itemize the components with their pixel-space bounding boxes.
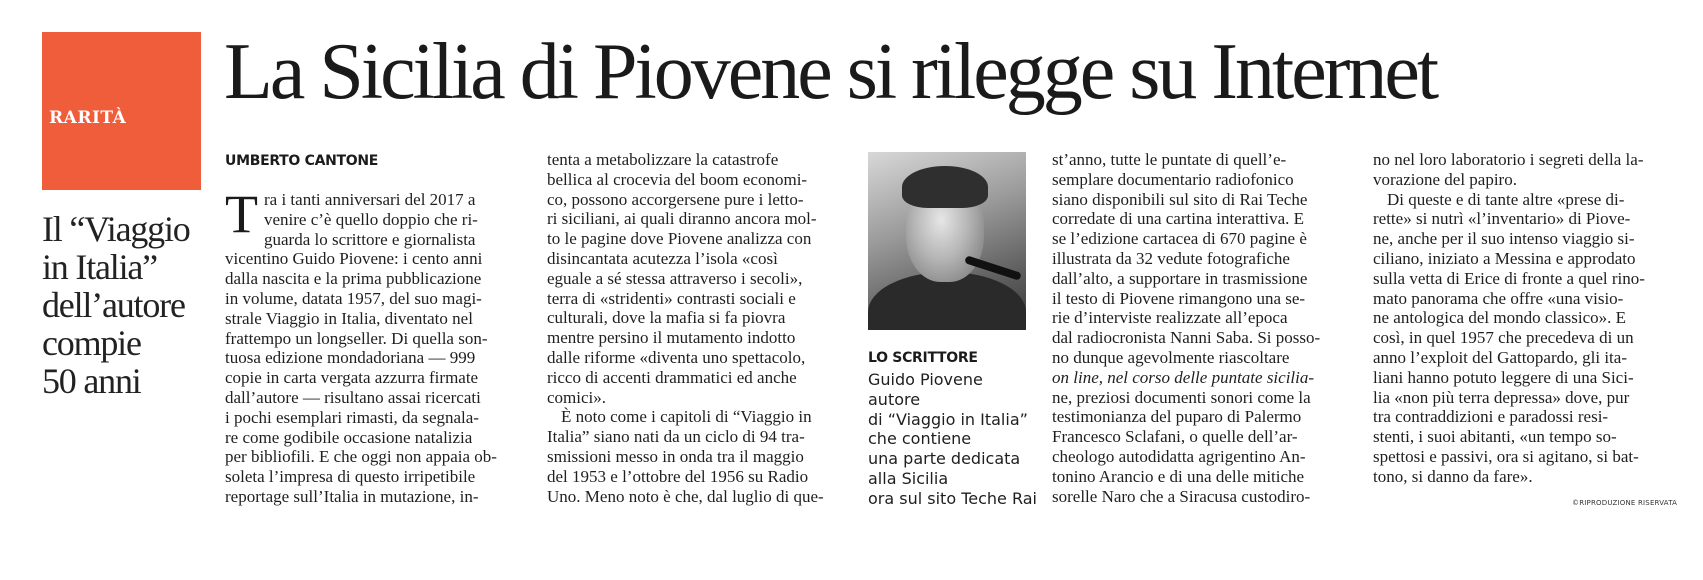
text-line: co, possono accorgersene pure i letto-: [547, 189, 804, 209]
subhead-line: in Italia”: [42, 247, 157, 287]
text-line: to le pagine dove Piovene analizza con: [547, 229, 812, 249]
text-line: guarda lo scrittore e giornalista: [264, 229, 476, 249]
text-line: bellica al crocevia del boom economi-: [547, 169, 808, 189]
text-line: soleta l’impresa di questo irripetibile: [225, 467, 476, 487]
copyright-notice: ©RIPRODUZIONE RISERVATA: [1572, 499, 1678, 507]
headline: La Sicilia di Piovene si rilegge su Internet: [224, 28, 1437, 116]
text-line: dalla nascita e la prima pubblicazione: [225, 269, 482, 289]
caption-line: di “Viaggio in Italia”: [868, 409, 1028, 429]
text-line: culturali, dove la mafia si fa piovra: [547, 308, 786, 328]
text-line: i pochi esemplari rimasti, da segnala-: [225, 407, 479, 427]
section-tag-label: RARITÀ: [49, 108, 127, 128]
photo-caption: [868, 370, 1037, 509]
subhead-line: dell’autore: [42, 285, 185, 325]
text-line: ricco di accenti drammatici ed anche: [547, 367, 797, 387]
text-line: sorelle Naro che a Siracusa custodiro-: [1052, 486, 1311, 506]
text-line: no nel loro laboratorio i segreti della la-: [1373, 150, 1644, 169]
text-line: ra i tanti anniversari del 2017 a: [264, 190, 476, 209]
text-line: Italia” siano nati da un ciclo di 94 tra-: [547, 427, 805, 447]
text-line: se l’edizione cartacea di 670 pagine è: [1052, 229, 1307, 249]
text-line: reportage sull’Italia in mutazione, in-: [225, 486, 479, 506]
text-line: tuosa edizione mondadoriana — 999: [225, 348, 476, 368]
section-tag: [42, 32, 201, 190]
text-line: venire c’è quello doppio che ri-: [264, 209, 478, 229]
text-line: Francesco Sclafani, o quelle dell’ar-: [1052, 427, 1298, 447]
text-line: del 1953 e l’ottobre del 1956 su Radio: [547, 466, 809, 486]
text-line: in volume, datata 1957, del suo magi-: [225, 288, 482, 308]
drop-cap: T: [225, 184, 258, 244]
text-line: Di queste e di tante altre «prese di-: [1387, 189, 1625, 209]
text-line: dal radiocronista Nanni Saba. Si posso-: [1052, 328, 1321, 348]
text-line: terra di «stridenti» contrasti sociali e: [547, 288, 796, 308]
text-line: per bibliofili. E che oggi non appaia ob-: [225, 447, 497, 467]
text-line: disincantata acutezza l’isola «così: [547, 248, 778, 268]
text-line: no dunque agevolmente riascoltare: [1052, 347, 1290, 367]
text-line: corredate di una cartina interattiva. E: [1052, 209, 1305, 229]
text-line: st’anno, tutte le puntate di quell’e-: [1052, 150, 1287, 169]
article-column-3: [1052, 150, 1346, 506]
caption-line: alla Sicilia: [868, 468, 949, 488]
byline: UMBERTO CANTONE: [225, 153, 379, 169]
text-line: il testo di Piovene rimangono una se-: [1052, 288, 1306, 308]
subhead-line: Il “Viaggio: [42, 209, 190, 249]
text-line: spettosi e passivi, ora si agitano, si bat-: [1373, 446, 1639, 466]
text-line: comici».: [547, 387, 607, 407]
article-column-1: [225, 184, 521, 507]
subhead-line: compie: [42, 323, 141, 363]
text-line: anno l’exploit del Gattopardo, gli ita-: [1373, 347, 1627, 367]
caption-title: LO SCRITTORE: [868, 350, 978, 366]
text-line: ne, preziosi documenti sonori come la: [1052, 387, 1311, 407]
subhead-line: 50 anni: [42, 361, 141, 401]
text-line: È noto come i capitoli di “Viaggio in: [561, 407, 812, 427]
text-line: on line, nel corso delle puntate sicilia-: [1052, 367, 1315, 387]
text-line: tonino Arancio e di una delle mitiche: [1052, 466, 1305, 486]
text-line: strale Viaggio in Italia, diventato nel: [225, 308, 473, 328]
text-line: ciliano, iniziato a Messina e approdato: [1373, 248, 1636, 268]
text-line: stenti, i suoi abitanti, «un tempo so-: [1373, 427, 1617, 447]
caption-line: Guido Piovene: [868, 370, 983, 389]
text-line: siano disponibili sul sito di Rai Teche: [1052, 189, 1308, 209]
text-line: tra contraddizioni e paradossi resi-: [1373, 407, 1609, 427]
text-line: dalle riforme «diventa uno spettacolo,: [547, 347, 806, 367]
text-line: vorazione del papiro.: [1373, 169, 1517, 189]
text-line: ne, anche per il suo intenso viaggio si-: [1373, 229, 1635, 249]
text-line: rette» si nutrì «l’inventario» di Piove-: [1373, 209, 1631, 229]
text-line: tenta a metabolizzare la catastrofe: [547, 150, 779, 169]
text-line: frattempo un longseller. Di quella son-: [225, 328, 488, 348]
text-line: Uno. Meno noto è che, dal luglio di que-: [547, 486, 824, 506]
text-line: dall’alto, a supportare in trasmissione: [1052, 268, 1308, 288]
author-photo: [868, 152, 1026, 330]
text-line: semplare documentario radiofonico: [1052, 169, 1294, 189]
text-line: testimonianza del puparo di Palermo: [1052, 407, 1302, 427]
text-line: tono, si danno da fare».: [1373, 466, 1533, 486]
text-line: mato panorama che offre «una visio-: [1373, 288, 1624, 308]
text-line: eguale a sé stessa attraverso i secoli»,: [547, 268, 803, 288]
text-line: dall’autore — risultano assai ricercati: [225, 387, 481, 407]
caption-line: autore: [868, 389, 921, 409]
text-line: copie in carta vergata azzurra firmate: [225, 368, 479, 388]
article-column-4: [1373, 150, 1671, 487]
caption-line: una parte dedicata: [868, 449, 1021, 469]
text-line: re come godibile occasione natalizia: [225, 427, 473, 447]
caption-line: ora sul sito Teche Rai: [868, 488, 1037, 508]
text-line: liani hanno potuto leggere di una Sici-: [1373, 367, 1634, 387]
photo-hair-shape: [902, 166, 988, 208]
text-line: lia «non più terra depressa» dove, pur: [1373, 387, 1630, 407]
text-line: ri siciliani, ai quali diranno ancora mol-: [547, 209, 817, 229]
text-line: cheologo autodidatta agrigentino An-: [1052, 446, 1306, 466]
caption-line: che contiene: [868, 429, 972, 449]
text-line: smissioni messo in onda tra il maggio: [547, 446, 804, 466]
text-line: vicentino Guido Piovene: i cento anni: [225, 249, 483, 269]
text-line: rie d’interviste realizzate all’epoca: [1052, 308, 1288, 328]
text-line: mentre persino il mutamento indotto: [547, 328, 796, 348]
text-line: illustrata da 32 vedute fotografiche: [1052, 248, 1290, 268]
article-column-2: [547, 150, 843, 506]
text-line: ne antologica del mondo classico». E: [1373, 308, 1627, 328]
text-line: così, in quel 1957 che precedeva di un: [1373, 328, 1634, 348]
subhead: [42, 210, 212, 400]
text-line: sulla vetta di Erice di fronte a quel rino-: [1373, 268, 1645, 288]
